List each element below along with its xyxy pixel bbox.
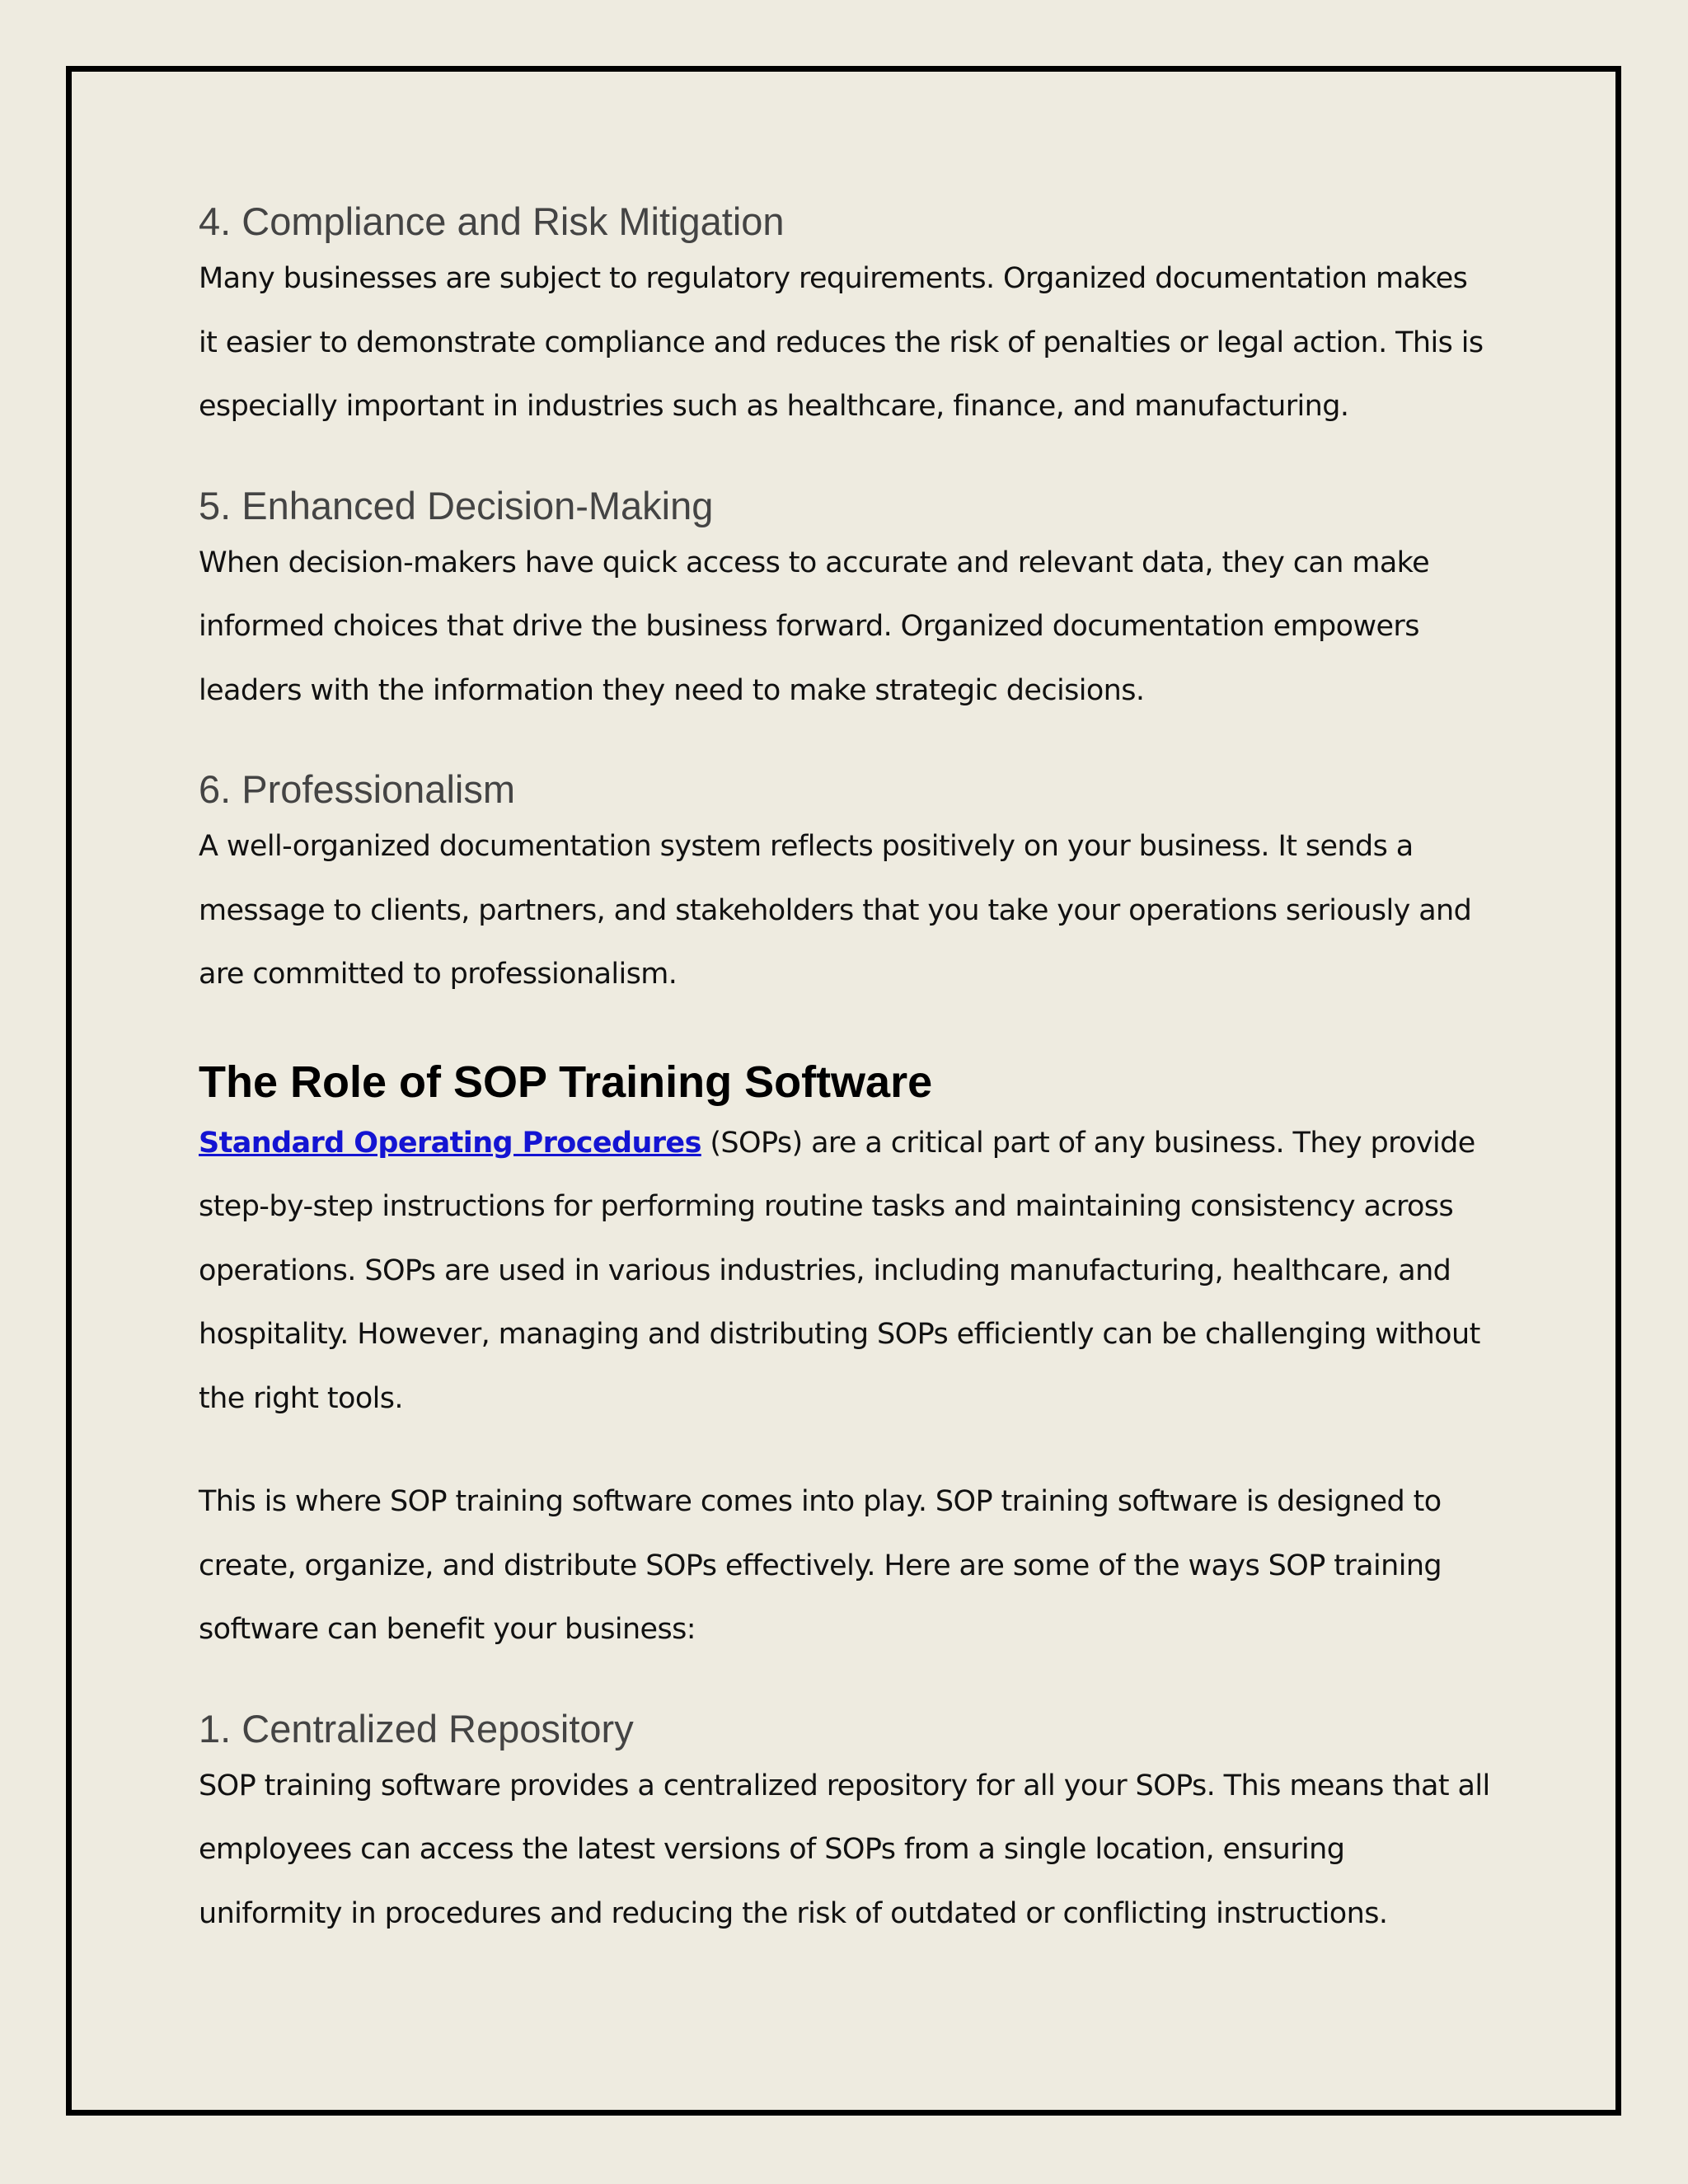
section-heading-sop-role: The Role of SOP Training Software xyxy=(199,1057,933,1107)
section-heading-professionalism: 6. Professionalism xyxy=(199,767,515,811)
section-heading-compliance: 4. Compliance and Risk Mitigation xyxy=(199,199,785,243)
standard-operating-procedures-link[interactable]: Standard Operating Procedures xyxy=(199,1126,701,1160)
section-body-compliance: Many businesses are subject to regulatory requirements. Organized documentation makes it easier to demonstrate compliance and reduces the risk of penalties or legal action. This is especially important in industries such as healthcare, finance, and manufacturing. xyxy=(199,262,1484,423)
section-body-sop-intro xyxy=(199,1112,1493,1432)
document-content xyxy=(199,196,1493,1946)
section-heading-decision: 5. Enhanced Decision-Making xyxy=(199,483,714,527)
section-heading-centralized: 1. Centralized Repository xyxy=(199,1706,634,1750)
section-body-decision: When decision-makers have quick access to accurate and relevant data, they can make informed choices that drive the business forward. Organized documentation empowers leaders with the information they need to make strategic decisions. xyxy=(199,546,1430,707)
section-body-centralized: SOP training software provides a centralized repository for all your SOPs. This means that all employees can access the latest versions of SOPs from a single location, ensuring uniformity in procedures and reducing the risk of outdated or conflicting instructions. xyxy=(199,1769,1490,1930)
sop-intro-text: (SOPs) are a critical part of any business. They provide step-by-step instructions for performing routine tasks and maintaining consistency across operations. SOPs are used in various industries, including manufacturing, healthcare, and hospitality. However, managing and distributing SOPs efficiently can be challenging without the right tools. xyxy=(199,1126,1480,1415)
section-body-professionalism: A well-organized documentation system reflects positively on your business. It sends a message to clients, partners, and stakeholders that you take your operations seriously and are committed to professionalism. xyxy=(199,830,1472,991)
section-body-sop-software: This is where SOP training software comes into play. SOP training software is designed to create, organize, and distribute SOPs effectively. Here are some of the ways SOP training software can benefit your business: xyxy=(199,1485,1442,1646)
